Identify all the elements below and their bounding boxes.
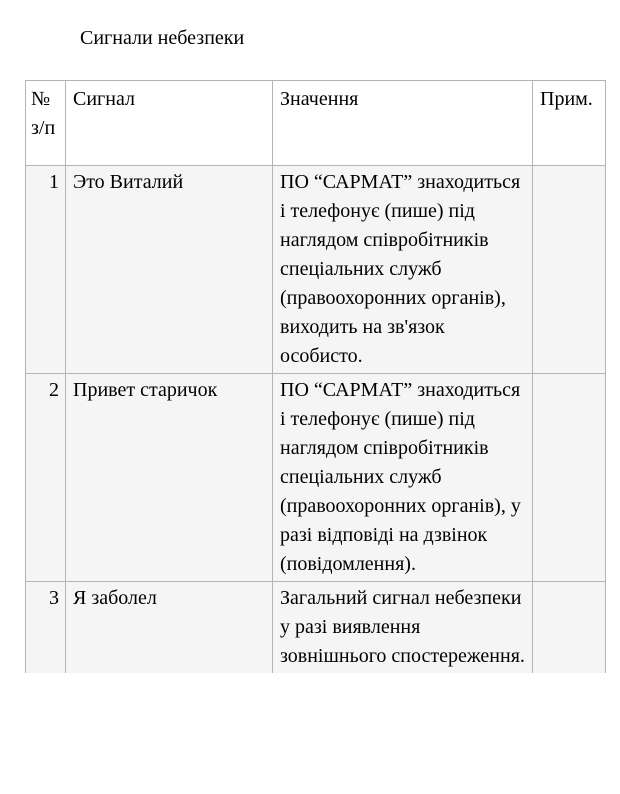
header-meaning: Значення	[273, 81, 533, 166]
header-signal: Сигнал	[66, 81, 273, 166]
row-signal: Я заболел	[66, 582, 273, 674]
table-row	[26, 166, 606, 374]
row-meaning: ПО “САРМАТ” знаходиться і телефонує (пише) під наглядом співробітників спеціальних служб (правоохоронних органів), у разі відповіді на дзвінок (повідомлення).	[273, 374, 533, 582]
signals-table	[25, 80, 606, 673]
row-number: 1	[26, 166, 66, 374]
row-note	[533, 582, 606, 674]
row-note	[533, 374, 606, 582]
table-header-row	[26, 81, 606, 166]
row-signal: Привет старичок	[66, 374, 273, 582]
row-signal: Это Виталий	[66, 166, 273, 374]
table-row	[26, 582, 606, 674]
header-number: № з/п	[26, 81, 66, 166]
row-note	[533, 166, 606, 374]
row-meaning: ПО “САРМАТ” знаходиться і телефонує (пише) під наглядом співробітників спеціальних служб (правоохоронних органів), виходить на зв'язок особисто.	[273, 166, 533, 374]
row-meaning: Загальний сигнал небезпеки у разі виявлення зовнішнього спостереження.	[273, 582, 533, 674]
row-number: 2	[26, 374, 66, 582]
table-row	[26, 374, 606, 582]
header-note: Прим.	[533, 81, 606, 166]
row-number: 3	[26, 582, 66, 674]
document-title: Сигнали небезпеки	[80, 27, 245, 49]
